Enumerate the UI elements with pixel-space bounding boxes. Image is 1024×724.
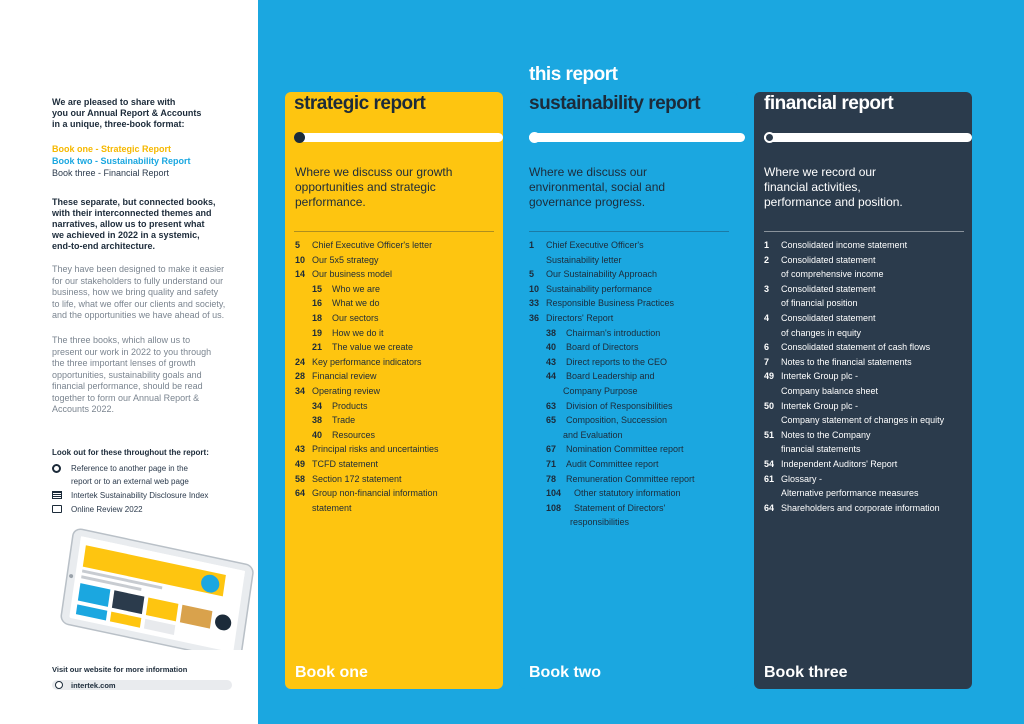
toc-entry <box>529 428 734 443</box>
financial-lead <box>764 165 964 210</box>
progress-dot <box>529 132 540 143</box>
design-description <box>52 264 232 322</box>
toc-title: Chief Executive Officer's letter <box>312 240 433 250</box>
toc-title: Consolidated statement of cash flows <box>781 342 931 353</box>
toc-page-number: 6 <box>764 342 770 353</box>
toc-page-number: 16 <box>312 298 323 309</box>
lead-line: Where we discuss our growth <box>295 165 453 179</box>
toc-entry <box>764 267 969 282</box>
toc-page-number: 71 <box>546 458 557 469</box>
toc-title: Company Purpose <box>563 385 638 396</box>
book-one-label: Book one <box>295 664 368 681</box>
toc-entry[interactable] <box>295 340 500 355</box>
toc-page-number: 65 <box>546 415 557 426</box>
toc-page-number: 2 <box>764 254 770 265</box>
legend-label: Intertek Sustainability Disclosure Index <box>71 491 209 500</box>
text-line: They have been designed to make it easier <box>52 264 225 274</box>
toc-entry[interactable] <box>295 486 500 501</box>
toc-entry[interactable] <box>295 428 500 443</box>
toc-title: What we do <box>332 298 380 309</box>
toc-entry[interactable] <box>764 253 969 268</box>
toc-title: Shareholders and corporate information <box>781 502 940 513</box>
toc-entry[interactable] <box>529 238 734 253</box>
book-three-link[interactable]: Book three - Financial Report <box>52 168 170 178</box>
toc-entry[interactable] <box>529 413 734 428</box>
toc-title: Directors' Report <box>546 312 614 323</box>
book-two-link[interactable]: Book two - Sustainability Report <box>52 156 191 166</box>
lead-line: governance progress. <box>529 195 646 209</box>
screen-icon <box>52 503 71 513</box>
toc-title: Responsible Business Practices <box>546 298 675 309</box>
toc-entry <box>529 384 734 399</box>
this-report-label: this report <box>529 64 618 85</box>
toc-entry[interactable] <box>295 355 500 370</box>
progress-dot <box>764 132 775 143</box>
toc-title: How we do it <box>332 327 384 338</box>
toc-entry[interactable] <box>529 457 734 472</box>
divider <box>529 231 729 232</box>
toc-entry <box>764 326 969 341</box>
toc-title: Company statement of changes in equity <box>781 415 945 426</box>
toc-entry[interactable] <box>529 442 734 457</box>
financial-contents <box>764 238 969 515</box>
text-line: These separate, but connected books, <box>52 197 216 207</box>
lookout-heading: Look out for these throughout the report: <box>52 448 209 457</box>
progress-dot <box>294 132 305 143</box>
toc-entry <box>529 253 734 268</box>
lead-line: environmental, social and <box>529 180 666 194</box>
toc-title: Our sectors <box>332 312 379 323</box>
toc-entry[interactable] <box>295 369 500 384</box>
toc-title: Composition, Succession <box>566 415 668 426</box>
toc-page-number: 78 <box>546 473 557 484</box>
text-line: we achieved in 2022 in a systemic, <box>52 230 200 240</box>
architecture-text <box>52 197 232 252</box>
toc-page-number: 63 <box>546 400 557 411</box>
toc-page-number: 49 <box>295 458 306 469</box>
toc-title: responsibilities <box>570 517 630 528</box>
toc-title: Sustainability performance <box>546 283 653 294</box>
toc-page-number: 40 <box>312 429 323 440</box>
toc-entry <box>529 515 734 530</box>
toc-title: Our business model <box>312 269 393 280</box>
toc-page-number: 40 <box>546 342 557 353</box>
progress-bar <box>529 133 745 142</box>
toc-entry[interactable] <box>764 340 969 355</box>
circle-icon <box>52 462 71 473</box>
lead-line: performance. <box>295 195 366 209</box>
toc-entry[interactable] <box>295 253 500 268</box>
toc-entry[interactable] <box>764 355 969 370</box>
toc-page-number: 3 <box>764 283 770 294</box>
toc-title: Our 5x5 strategy <box>312 254 379 265</box>
text-line: narratives, allow us to present what <box>52 219 205 229</box>
toc-title: Group non-financial information <box>312 488 438 499</box>
toc-title: Company balance sheet <box>781 385 879 396</box>
lead-line: Where we discuss our <box>529 165 648 179</box>
toc-title: Resources <box>332 429 376 440</box>
toc-entry[interactable] <box>764 238 969 253</box>
toc-title: and Evaluation <box>563 429 623 440</box>
toc-entry[interactable] <box>529 296 734 311</box>
left-panel <box>0 0 258 724</box>
text-line: end-to-end architecture. <box>52 241 156 251</box>
toc-entry[interactable] <box>529 311 734 326</box>
toc-title: Intertek Group plc - <box>781 371 859 382</box>
text-line: business, how we bring quality and safety <box>52 287 219 297</box>
toc-entry <box>295 501 500 516</box>
toc-title: Consolidated statement <box>781 283 876 294</box>
progress-bar <box>764 133 972 142</box>
toc-title: of comprehensive income <box>781 269 884 280</box>
toc-title: Consolidated statement <box>781 312 876 323</box>
toc-page-number: 64 <box>295 488 306 499</box>
toc-title: Nomination Committee report <box>566 444 684 455</box>
toc-page-number: 44 <box>546 371 557 382</box>
toc-title: Who we are <box>332 283 381 294</box>
toc-title: Notes to the Company <box>781 429 871 440</box>
toc-entry <box>764 486 969 501</box>
toc-page-number: 15 <box>312 283 323 294</box>
toc-page-number: 10 <box>295 254 306 265</box>
text-line: the three important lenses of growth <box>52 358 196 368</box>
icon-legend <box>52 462 252 517</box>
toc-entry[interactable] <box>295 472 500 487</box>
text-line: with their interconnected themes and <box>52 208 212 218</box>
strategic-lead <box>295 165 495 210</box>
toc-entry[interactable] <box>529 282 734 297</box>
toc-entry[interactable] <box>764 428 969 443</box>
book-list <box>52 143 242 179</box>
text-line: opportunities, sustainability goals and <box>52 369 202 380</box>
book-one-link[interactable]: Book one - Strategic Report <box>52 144 172 154</box>
sustainability-contents <box>529 238 734 530</box>
toc-title: Remuneration Committee report <box>566 473 695 484</box>
toc-page-number: 49 <box>764 371 775 382</box>
progress-bar <box>294 133 503 142</box>
toc-title: Board of Directors <box>566 342 639 353</box>
toc-title: of changes in equity <box>781 327 862 338</box>
three-books-description <box>52 335 232 416</box>
toc-title: Audit Committee report <box>566 458 659 469</box>
toc-entry <box>764 442 969 457</box>
toc-entry[interactable] <box>529 399 734 414</box>
toc-entry[interactable] <box>529 355 734 370</box>
legend-reference <box>52 462 252 488</box>
toc-page-number: 36 <box>529 312 540 323</box>
lead-line: opportunities and strategic <box>295 180 436 194</box>
intro-text <box>52 97 232 130</box>
lead-line: Where we record our <box>764 165 877 179</box>
toc-page-number: 43 <box>295 444 306 455</box>
circle-icon <box>55 681 63 689</box>
toc-entry[interactable] <box>295 384 500 399</box>
toc-page-number: 24 <box>295 356 306 367</box>
toc-title: Independent Auditors' Report <box>781 458 898 469</box>
legend-online-review <box>52 503 252 516</box>
toc-title: Board Leadership and <box>566 371 655 382</box>
toc-title: of financial position <box>781 298 858 309</box>
strategic-report-title: strategic report <box>294 93 426 114</box>
toc-title: Key performance indicators <box>312 356 422 367</box>
toc-title: Consolidated income statement <box>781 240 908 250</box>
text-line: and the opportunities we have ahead of us. <box>52 310 225 320</box>
intro-line: We are pleased to share with <box>52 97 176 107</box>
toc-title: Chief Executive Officer's <box>546 240 644 250</box>
toc-title: Alternative performance measures <box>781 488 919 499</box>
toc-page-number: 67 <box>546 444 557 455</box>
toc-page-number: 43 <box>546 356 557 367</box>
toc-title: Operating review <box>312 385 381 396</box>
website-link[interactable] <box>52 680 232 690</box>
toc-entry[interactable] <box>529 369 734 384</box>
toc-title: Glossary - <box>781 473 823 484</box>
toc-title: Financial review <box>312 371 377 382</box>
intro-line: in a unique, three-book format: <box>52 119 185 129</box>
legend-label: Online Review 2022 <box>71 505 143 514</box>
lead-line: performance and position. <box>764 195 903 209</box>
intro-line: you our Annual Report & Accounts <box>52 108 202 118</box>
book-three-label: Book three <box>764 664 848 681</box>
tablet-illustration <box>60 520 270 650</box>
toc-title: Intertek Group plc - <box>781 400 859 411</box>
text-line: present our work in 2022 to you through <box>52 346 212 357</box>
sustainability-lead <box>529 165 729 210</box>
toc-page-number: 1 <box>529 240 535 250</box>
visit-text: Visit our website for more information <box>52 665 188 674</box>
toc-title: Chairman's introduction <box>566 327 661 338</box>
website-url[interactable]: intertek.com <box>71 680 116 690</box>
toc-page-number: 104 <box>546 488 562 499</box>
toc-page-number: 18 <box>312 312 323 323</box>
toc-title: Consolidated statement <box>781 254 876 265</box>
toc-entry[interactable] <box>295 296 500 311</box>
legend-label: Reference to another page in the <box>71 464 188 473</box>
document-icon <box>52 489 71 499</box>
toc-entry[interactable] <box>529 267 734 282</box>
toc-page-number: 4 <box>764 312 770 323</box>
toc-entry[interactable] <box>529 501 734 516</box>
text-line: The three books, which allow us to <box>52 335 191 345</box>
toc-entry[interactable] <box>764 501 969 516</box>
divider <box>294 231 494 232</box>
toc-title: Principal risks and uncertainties <box>312 444 439 455</box>
toc-title: statement <box>312 502 352 513</box>
toc-entry[interactable] <box>764 399 969 414</box>
toc-entry[interactable] <box>529 326 734 341</box>
text-line: for our stakeholders to fully understand our <box>52 275 224 286</box>
toc-title: Statement of Directors' <box>574 502 666 513</box>
toc-entry <box>764 413 969 428</box>
text-line: Accounts 2022. <box>52 404 115 414</box>
toc-page-number: 64 <box>764 502 775 513</box>
toc-entry <box>764 384 969 399</box>
toc-page-number: 34 <box>312 400 323 411</box>
text-line: to life, what we offer our clients and society, <box>52 298 226 309</box>
toc-entry[interactable] <box>764 369 969 384</box>
toc-title: Trade <box>332 415 356 426</box>
toc-entry[interactable] <box>295 399 500 414</box>
toc-title: The value we create <box>332 342 414 353</box>
toc-entry[interactable] <box>295 326 500 341</box>
toc-entry[interactable] <box>295 267 500 282</box>
toc-page-number: 50 <box>764 400 775 411</box>
text-line: financial performance, should be read <box>52 381 203 391</box>
toc-page-number: 58 <box>295 473 306 484</box>
toc-entry[interactable] <box>764 282 969 297</box>
toc-title: Notes to the financial statements <box>781 356 912 367</box>
toc-entry[interactable] <box>764 311 969 326</box>
toc-page-number: 10 <box>529 283 540 294</box>
legend-label: report or to an external web page <box>71 477 189 486</box>
toc-page-number: 38 <box>546 327 557 338</box>
toc-page-number: 21 <box>312 342 323 353</box>
toc-page-number: 54 <box>764 458 775 469</box>
financial-report-title: financial report <box>764 93 894 114</box>
toc-title: Other statutory information <box>574 488 681 499</box>
toc-entry[interactable] <box>295 413 500 428</box>
toc-page-number: 14 <box>295 269 306 280</box>
toc-page-number: 1 <box>764 240 770 250</box>
toc-title: TCFD statement <box>312 458 379 469</box>
toc-page-number: 5 <box>529 269 535 280</box>
toc-entry[interactable] <box>529 472 734 487</box>
toc-entry[interactable] <box>529 486 734 501</box>
legend-disclosure-index <box>52 489 252 502</box>
book-two-label: Book two <box>529 664 601 681</box>
toc-entry[interactable] <box>764 472 969 487</box>
toc-page-number: 61 <box>764 473 775 484</box>
toc-page-number: 7 <box>764 356 770 367</box>
toc-entry[interactable] <box>529 340 734 355</box>
toc-page-number: 33 <box>529 298 540 309</box>
text-line: together to form our Annual Report & <box>52 392 200 403</box>
toc-page-number: 5 <box>295 240 301 250</box>
toc-page-number: 19 <box>312 327 323 338</box>
divider <box>764 231 964 232</box>
toc-entry[interactable] <box>295 457 500 472</box>
toc-entry <box>764 296 969 311</box>
toc-page-number: 108 <box>546 502 562 513</box>
toc-entry[interactable] <box>295 311 500 326</box>
toc-page-number: 38 <box>312 415 323 426</box>
toc-title: financial statements <box>781 444 861 455</box>
toc-page-number: 34 <box>295 385 306 396</box>
toc-title: Sustainability letter <box>546 254 622 265</box>
toc-entry[interactable] <box>764 457 969 472</box>
toc-title: Division of Responsibilities <box>566 400 673 411</box>
toc-entry[interactable] <box>295 442 500 457</box>
toc-entry[interactable] <box>295 282 500 297</box>
toc-title: Our Sustainability Approach <box>546 269 658 280</box>
toc-title: Direct reports to the CEO <box>566 356 668 367</box>
toc-page-number: 28 <box>295 371 306 382</box>
lead-line: financial activities, <box>764 180 861 194</box>
toc-entry[interactable] <box>295 238 500 253</box>
toc-title: Section 172 statement <box>312 473 402 484</box>
toc-title: Products <box>332 400 368 411</box>
toc-page-number: 51 <box>764 429 775 440</box>
sustainability-report-title: sustainability report <box>529 93 701 114</box>
strategic-contents <box>295 238 500 515</box>
